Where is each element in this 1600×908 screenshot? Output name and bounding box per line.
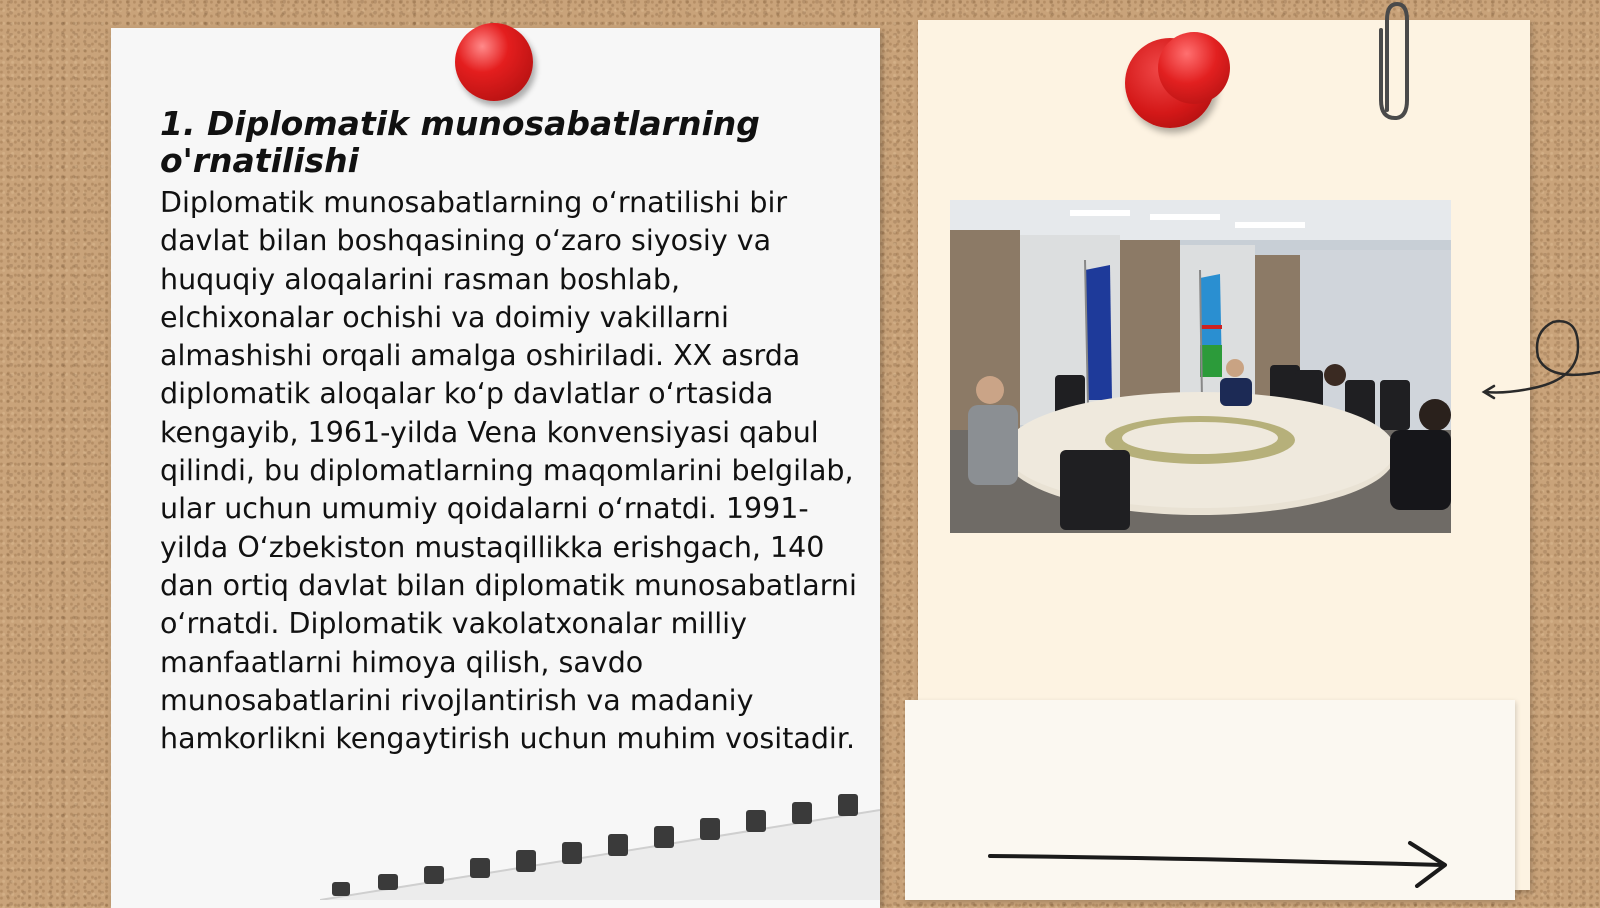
curly-arrow-icon (1478, 312, 1600, 412)
torn-notebook-edge (320, 790, 880, 900)
section-body-text: Diplomatik munosabatlarning oʻrnatilishi bir davlat bilan boshqasining oʻzaro siyosiy va huquqiy aloqalarini rasman boshlab, elchixonalar ochishi va doimiy vakillarni almashishi orqali amalga oshiriladi. XX asrda diplomatik aloqalar koʻp davlatlar oʻrtasida kengayib, 1961-yilda Vena konvensiyasi qabul qilindi, bu diplomatlarning maqomlarini belgilab, ular uchun umumiy qoidalarni oʻrnatdi. 1991-yilda Oʻzbekiston mustaqillikka erishgach, 140 dan ortiq davlat bilan diplomatik munosabatlarni oʻrnatdi. Diplomatik vakolatxonalar milliy manfaatlarni himoya qilish, savdo munosabatlarini rivojlantirish va madaniy hamkorlikni kengaytirish uchun muhim vositadir. (160, 186, 857, 756)
section-heading: 1. Diplomatik munosabatlarning o'rnatilishi (160, 104, 760, 180)
paper-clip-icon (1375, 0, 1415, 125)
meeting-photo (950, 200, 1451, 533)
push-pin-icon (455, 23, 533, 101)
push-pin-icon (1158, 32, 1230, 104)
arrow-right-icon (985, 838, 1455, 888)
